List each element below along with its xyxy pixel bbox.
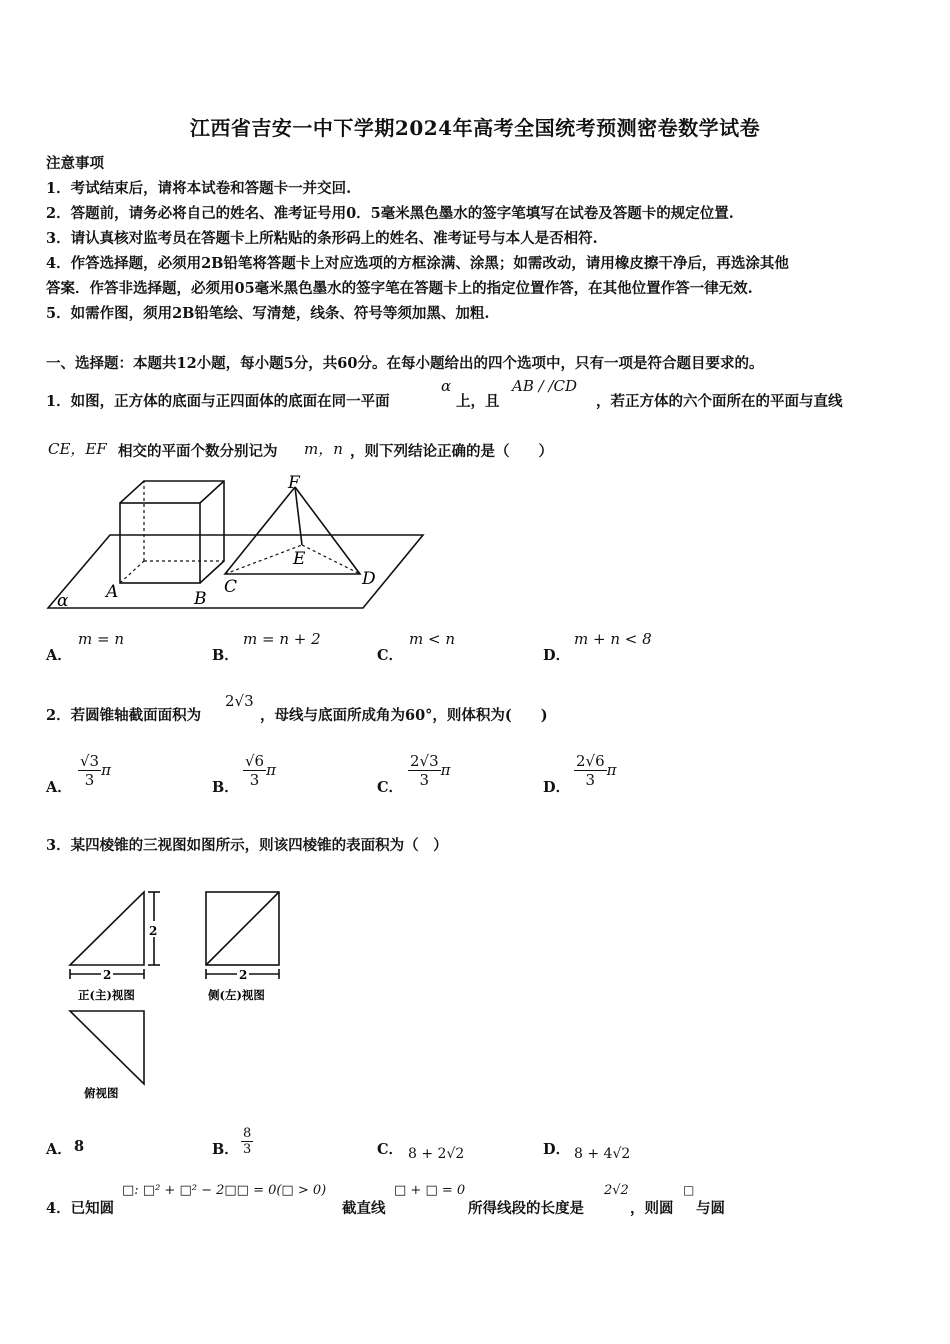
- q3-option-c-label: C．: [377, 1141, 404, 1158]
- q1-mn: m，n: [304, 440, 343, 458]
- q3-option-d-label: D．: [543, 1141, 571, 1158]
- front-view-label: 正(主)视图: [78, 988, 135, 1002]
- q2-area: 2√3: [225, 692, 254, 710]
- notice-item: 3．请认真核对监考员在答题卡上所粘贴的条形码上的姓名、准考证号与本人是否相符.: [46, 230, 598, 247]
- q2-text-2: ，母线与底面所成角为60°，则体积为( ): [260, 707, 548, 724]
- q2-option-d: [574, 752, 617, 789]
- q4-text-1: 4．已知圆: [46, 1200, 115, 1217]
- q2-option-c-num: 2√3: [410, 752, 439, 770]
- q1-option-d: m + n < 8: [574, 630, 652, 648]
- dim-front-width: 2: [103, 968, 112, 982]
- notice-item: 答案．作答非选择题，必须用05毫米黑色墨水的签字笔在答题卡上的指定位置作答，在其他位置作答一律无效.: [46, 280, 753, 297]
- dim-side-width: 2: [239, 968, 248, 982]
- q1-option-b-label: B．: [212, 647, 239, 664]
- q1-option-c: m < n: [409, 630, 455, 648]
- q1-text-1: 1．如图，正方体的底面与正四面体的底面在同一平面: [46, 393, 390, 410]
- q3-option-b-label: B．: [212, 1141, 239, 1158]
- q2-option-d-label: D．: [543, 779, 571, 796]
- q2-option-c: [408, 752, 451, 789]
- q2-option-c-label: C．: [377, 779, 404, 796]
- notice-item: 5．如需作图，须用2B铅笔绘、写清楚，线条、符号等须加黑、加粗.: [46, 305, 490, 322]
- cube-front: [120, 503, 200, 583]
- side-view-label: 侧(左)视图: [208, 988, 265, 1002]
- label-C: C: [224, 577, 238, 597]
- pi-symbol: π: [606, 761, 617, 779]
- q4-length: 2√2: [604, 1183, 629, 1198]
- q1-parallel: AB / /CD: [512, 377, 578, 395]
- q3-option-a: 8: [74, 1138, 85, 1155]
- q1-option-a: m = n: [78, 630, 124, 648]
- q1-figure: [40, 470, 430, 615]
- q2-text-1: 2．若圆锥轴截面面积为: [46, 707, 202, 724]
- q2-option-b-label: B．: [212, 779, 239, 796]
- q4-text-4: ，则圆: [630, 1200, 674, 1217]
- q3-option-b-num: 8: [243, 1126, 252, 1141]
- notice-item: 2．答题前，请务必将自己的姓名、准考证号用0．5毫米黑色墨水的签字笔填写在试卷及答题卡的规定位置.: [46, 205, 734, 222]
- q2-option-a: [78, 752, 111, 789]
- q2-option-c-den: 3: [419, 771, 430, 789]
- q4-text-3: 所得线段的长度是: [468, 1200, 584, 1217]
- label-D: D: [362, 569, 376, 589]
- label-A: A: [106, 582, 119, 602]
- q4-line-eq: □ + □ = 0: [394, 1183, 466, 1198]
- q3-three-views: [60, 885, 290, 1105]
- label-E: E: [293, 549, 306, 569]
- top-view-label: 俯视图: [84, 1086, 119, 1100]
- label-alpha: α: [57, 591, 69, 611]
- front-view-shape: [70, 892, 144, 965]
- label-F: F: [288, 473, 300, 493]
- q3-option-b: [241, 1126, 253, 1157]
- q1-lines: CE，EF: [48, 440, 107, 458]
- section-heading: 一、选择题：本题共12小题，每小题5分，共60分。在每小题给出的四个选项中，只有一项是符合题目要求的。: [46, 355, 764, 372]
- q3-text: 3．某四棱锥的三视图如图所示，则该四棱锥的表面积为（ ）: [46, 837, 448, 854]
- q3-option-b-den: 3: [243, 1142, 252, 1157]
- q1-text-4: 相交的平面个数分别记为: [118, 443, 278, 460]
- page-title: 江西省吉安一中下学期2024年高考全国统考预测密卷数学试卷: [189, 116, 761, 140]
- label-B: B: [194, 589, 207, 609]
- q1-text-3: ，若正方体的六个面所在的平面与直线: [596, 393, 843, 410]
- pi-symbol: π: [101, 761, 111, 779]
- notice-item: 1．考试结束后，请将本试卷和答题卡一并交回.: [46, 180, 352, 197]
- notice-heading: 注意事项: [46, 155, 104, 172]
- q2-option-d-den: 3: [585, 771, 596, 789]
- q2-option-a-num: √3: [80, 752, 100, 770]
- top-view-shape: [70, 1011, 144, 1084]
- q3-option-d: 8 + 4√2: [574, 1146, 631, 1162]
- q2-option-a-label: A．: [46, 779, 72, 796]
- q4-text-5: 与圆: [696, 1200, 725, 1217]
- q1-text-2: 上，且: [456, 393, 500, 410]
- q1-option-b: m = n + 2: [243, 630, 321, 648]
- q2-option-a-den: 3: [84, 771, 95, 789]
- q1-option-c-label: C．: [377, 647, 404, 664]
- dim-front-height: 2: [149, 924, 158, 938]
- q3-option-a-label: A．: [46, 1141, 72, 1158]
- q4-circle-name: □: [683, 1183, 695, 1197]
- notice-item: 4．作答选择题，必须用2B铅笔将答题卡上对应选项的方框涂满、涂黑；如需改动，请用橡皮擦干净后，再选涂其他: [46, 255, 789, 272]
- pi-symbol: π: [440, 761, 451, 779]
- q1-option-d-label: D．: [543, 647, 571, 664]
- q1-text-5: ，则下列结论正确的是（ ）: [350, 443, 553, 460]
- q1-option-a-label: A．: [46, 647, 72, 664]
- q2-option-b-num: √6: [245, 752, 265, 770]
- q2-option-b: [243, 752, 276, 789]
- q3-option-c: 8 + 2√2: [408, 1146, 465, 1162]
- q1-alpha: α: [441, 377, 452, 395]
- q4-text-2: 截直线: [342, 1200, 386, 1217]
- pi-symbol: π: [266, 761, 276, 779]
- q2-option-d-num: 2√6: [576, 752, 605, 770]
- q4-circle-eq: □: □² + □² − 2□□ = 0(□ > 0): [122, 1183, 327, 1198]
- q2-option-b-den: 3: [249, 771, 260, 789]
